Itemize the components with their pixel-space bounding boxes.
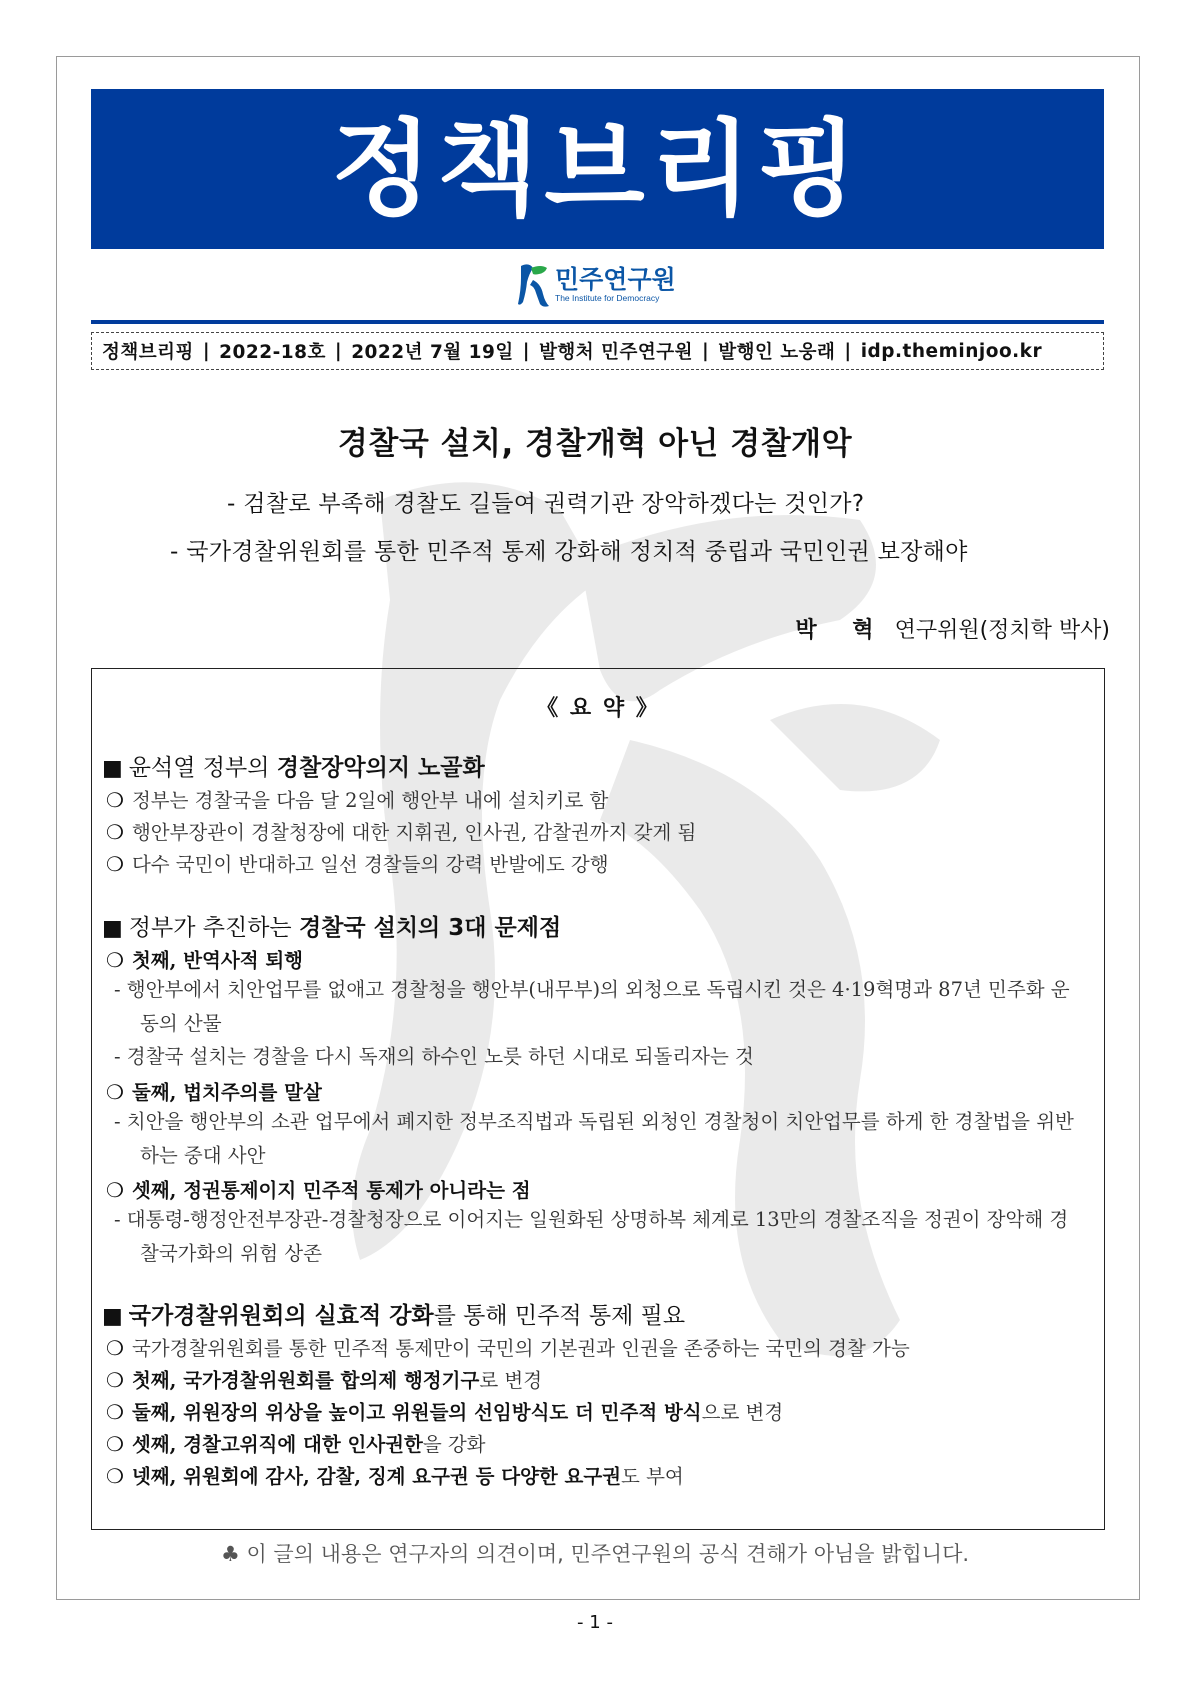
problem-heading-3 <box>106 1175 531 1203</box>
list-item-text: 다수 국민이 반대하고 일선 경찰들의 강력 반발에도 강행 <box>131 853 609 876</box>
list-item-bold: 둘째, 위원장의 위상을 높이고 위원들의 선임방식도 더 민주적 방식 <box>131 1401 702 1424</box>
problem-heading-2 <box>106 1077 322 1105</box>
header-banner <box>91 89 1104 249</box>
list-item-text: 을 강화 <box>422 1433 486 1456</box>
institute-mark-icon <box>515 260 551 310</box>
circle-bullet-icon: ❍ <box>106 1400 124 1424</box>
section3-post: 를 통해 민주적 통제 필요 <box>433 1303 686 1329</box>
list-item-text: 정부는 경찰국을 다음 달 2일에 행안부 내에 설치키로 함 <box>131 789 609 812</box>
club-icon: ♣ <box>220 1542 240 1566</box>
author-name: 박 혁 <box>795 618 888 643</box>
article-subtitle-2: - 국가경찰위원회를 통한 민주적 통제 강화해 정치적 중립과 국민인권 보장해야 <box>170 539 968 565</box>
circle-bullet-icon: ❍ <box>106 852 124 876</box>
circle-bullet-icon: ❍ <box>106 1178 124 1202</box>
problem-detail: - 경찰국 설치는 경찰을 다시 독재의 하수인 노릇 하던 시대로 되돌리자는 것 <box>114 1045 754 1068</box>
circle-bullet-icon: ❍ <box>106 1432 124 1456</box>
problem-heading-1 <box>106 945 303 973</box>
disclaimer-footnote <box>0 1538 1190 1568</box>
problem-detail: - 대통령-행정안전부장관-경찰청장으로 이어지는 일원화된 상명하복 체계로 13만의 경찰조직을 정권이 장악해 경찰국가화의 위험 상존 <box>114 1208 1069 1265</box>
circle-bullet-icon: ❍ <box>106 820 124 844</box>
list-item <box>106 817 696 845</box>
summary-title: 《 요 약 》 <box>536 696 660 721</box>
list-item-text: 국가경찰위원회를 통한 민주적 통제만이 국민의 기본권과 인권을 존중하는 국민의 경찰 가능 <box>131 1337 910 1360</box>
meta-separator: | <box>202 340 211 362</box>
circle-bullet-icon: ❍ <box>106 788 124 812</box>
author-line <box>795 613 1110 644</box>
problem-detail: - 치안을 행안부의 소관 업무에서 폐지한 정부조직법과 독립된 외청인 경찰청이 치안업무를 하게 한 경찰법을 위반하는 중대 사안 <box>114 1110 1074 1167</box>
circle-bullet-icon: ❍ <box>106 1368 124 1392</box>
meta-separator: | <box>701 340 710 362</box>
meta-issue: 2022-18호 <box>219 342 326 363</box>
list-item-bold: 첫째, 국가경찰위원회를 합의제 행정기구 <box>131 1369 480 1392</box>
list-item-text: 로 변경 <box>479 1369 543 1392</box>
list-item <box>106 1333 910 1361</box>
list-item <box>106 1397 783 1425</box>
header-rule <box>91 320 1104 324</box>
list-item <box>106 785 608 813</box>
institute-logo <box>515 258 676 312</box>
meta-series: 정책브리핑 <box>102 342 194 363</box>
meta-website[interactable]: idp.theminjoo.kr <box>860 340 1043 362</box>
circle-bullet-icon: ❍ <box>106 948 124 972</box>
circle-bullet-icon: ❍ <box>106 1080 124 1104</box>
meta-separator: | <box>522 340 531 362</box>
section-heading-3 <box>102 1297 685 1330</box>
author-title: 연구위원(정치학 박사) <box>894 618 1110 643</box>
list-item <box>106 1365 542 1393</box>
list-item <box>106 849 609 877</box>
section-heading-1 <box>102 749 485 782</box>
disclaimer-text: 이 글의 내용은 연구자의 의견이며, 민주연구원의 공식 견해가 아님을 밝힙니다. <box>246 1542 970 1566</box>
list-item-text: 행안부장관이 경찰청장에 대한 지휘권, 인사권, 감찰권까지 갖게 됨 <box>131 821 697 844</box>
section2-bold: 경찰국 설치의 3대 문제점 <box>298 915 562 941</box>
problem-detail: - 행안부에서 치안업무를 없애고 경찰청을 행안부(내무부)의 외청으로 독립시킨 것은 4·19혁명과 87년 민주화 운동의 산물 <box>114 978 1070 1035</box>
publication-meta-bar <box>91 332 1104 370</box>
logo-text <box>555 264 676 304</box>
problem-heading-text: 셋째, 정권통제이지 민주적 통제가 아니라는 점 <box>131 1179 531 1202</box>
meta-date: 2022년 7월 19일 <box>351 342 514 363</box>
section3-bold: 국가경찰위원회의 실효적 강화 <box>128 1303 434 1329</box>
list-item-bold: 셋째, 경찰고위직에 대한 인사권한 <box>131 1433 423 1456</box>
meta-separator: | <box>334 340 343 362</box>
circle-bullet-icon: ❍ <box>106 1336 124 1360</box>
problem-heading-text: 첫째, 반역사적 퇴행 <box>131 949 304 972</box>
section2-pre: 정부가 추진하는 <box>128 915 299 941</box>
square-bullet-icon: ■ <box>102 756 123 781</box>
problem-heading-text: 둘째, 법치주의를 말살 <box>131 1081 322 1104</box>
list-item <box>106 1429 486 1457</box>
article-subtitle-1: - 검찰로 부족해 경찰도 길들여 권력기관 장악하겠다는 것인가? <box>227 491 865 517</box>
banner-title: 정책브리핑 <box>331 108 864 230</box>
meta-separator: | <box>844 340 852 362</box>
meta-issuer: 발행인 노웅래 <box>718 342 836 363</box>
section-heading-2 <box>102 909 561 942</box>
list-item-text: 으로 변경 <box>701 1401 784 1424</box>
square-bullet-icon: ■ <box>102 1304 123 1329</box>
circle-bullet-icon: ❍ <box>106 1464 124 1488</box>
meta-publisher: 발행처 민주연구원 <box>539 342 693 363</box>
article-title: 경찰국 설치, 경찰개혁 아닌 경찰개악 <box>337 426 853 462</box>
section1-bold: 경찰장악의지 노골화 <box>276 755 485 781</box>
page-number: - 1 - <box>577 1612 613 1633</box>
square-bullet-icon: ■ <box>102 916 123 941</box>
logo-subtitle: The Institute for Democracy <box>555 292 660 303</box>
list-item <box>106 1461 684 1489</box>
summary-box <box>91 668 1105 1530</box>
list-item-bold: 넷째, 위원회에 감사, 감찰, 징계 요구권 등 다양한 요구권 <box>131 1465 622 1488</box>
list-item-text: 도 부여 <box>621 1465 684 1488</box>
section1-pre: 윤석열 정부의 <box>128 755 277 781</box>
logo-name: 민주연구원 <box>555 264 676 294</box>
